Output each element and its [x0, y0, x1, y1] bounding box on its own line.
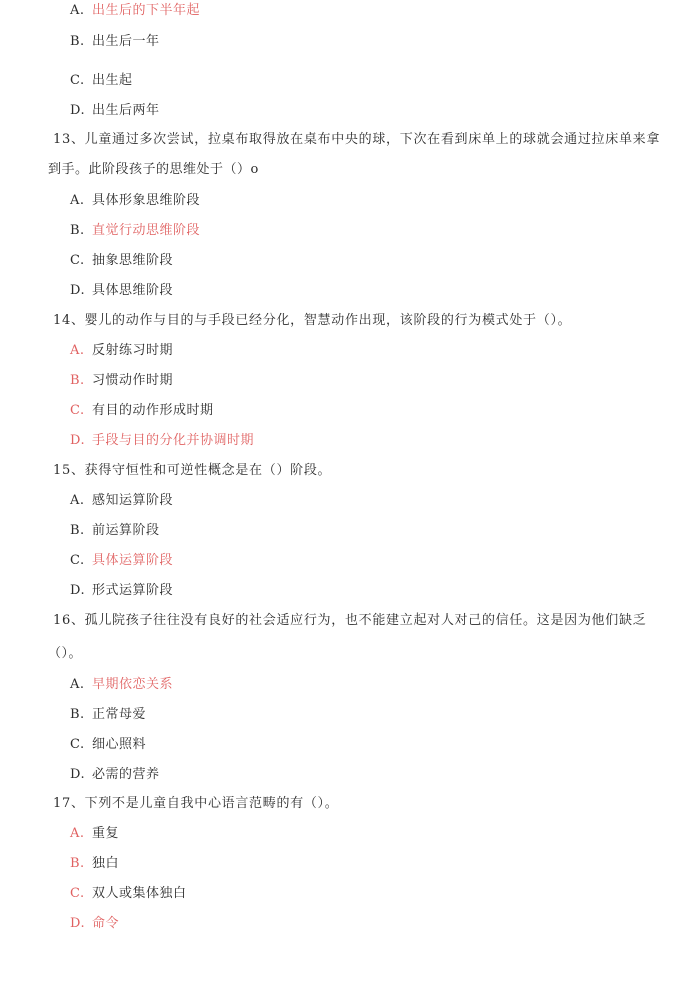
option-letter: B.: [70, 523, 85, 538]
option-letter: D.: [70, 583, 86, 598]
question-text: 13、儿童通过多次尝试，拉桌布取得放在桌布中央的球，下次在看到床单上的球就会通过拉床单来拿: [53, 132, 661, 147]
answer-option: [70, 582, 173, 600]
option-letter: B.: [70, 856, 85, 871]
option-text: 具体运算阶段: [92, 553, 174, 568]
option-letter: B.: [70, 707, 85, 722]
answer-option: [70, 432, 254, 450]
option-text: 具体形象思维阶段: [92, 193, 201, 208]
answer-option: [70, 915, 119, 933]
question-text-continued: 到手。此阶段孩子的思维处于（）o: [48, 162, 259, 177]
answer-option: [70, 192, 200, 210]
option-letter: A.: [70, 677, 85, 692]
question-text: 14、婴儿的动作与目的与手段已经分化，智慧动作出现，该阶段的行为模式处于（）。: [53, 313, 572, 328]
question-text-continued: （）。: [48, 646, 83, 661]
option-text: 双人或集体独白: [92, 886, 187, 901]
option-text: 早期依恋关系: [92, 677, 174, 692]
option-text: 重复: [92, 826, 120, 841]
answer-option: [70, 522, 160, 540]
option-letter: C.: [70, 73, 85, 88]
option-text: 正常母爱: [92, 707, 147, 722]
option-letter: D.: [70, 433, 86, 448]
option-letter: B.: [70, 373, 85, 388]
answer-option: [70, 222, 200, 240]
answer-option: [70, 492, 173, 510]
answer-option: [70, 766, 160, 784]
option-letter: A.: [70, 493, 85, 508]
answer-option: [70, 676, 173, 694]
option-letter: C.: [70, 553, 85, 568]
option-letter: C.: [70, 737, 85, 752]
option-letter: A.: [70, 826, 85, 841]
answer-option: [70, 2, 200, 20]
question-text: 15、获得守恒性和可逆性概念是在（）阶段。: [53, 463, 332, 478]
option-text: 具体思维阶段: [92, 283, 174, 298]
option-letter: B.: [70, 34, 85, 49]
option-text: 手段与目的分化并协调时期: [92, 433, 255, 448]
option-letter: D.: [70, 916, 86, 931]
question-text: 17、下列不是儿童自我中心语言范畴的有（）。: [53, 796, 339, 811]
option-text: 出生后两年: [92, 103, 160, 118]
answer-option: [70, 342, 173, 360]
option-letter: C.: [70, 886, 85, 901]
answer-option: [70, 372, 173, 390]
option-text: 细心照料: [92, 737, 147, 752]
answer-option: [70, 282, 173, 300]
option-letter: C.: [70, 253, 85, 268]
answer-option: [70, 855, 119, 873]
option-text: 反射练习时期: [92, 343, 174, 358]
option-letter: A.: [70, 3, 85, 18]
option-letter: B.: [70, 223, 85, 238]
option-text: 抽象思维阶段: [92, 253, 174, 268]
question-text: 16、孤儿院孩子往往没有良好的社会适应行为，也不能建立起对人对己的信任。这是因为他们缺乏: [53, 613, 647, 628]
option-text: 出生后的下半年起: [92, 3, 201, 18]
option-text: 必需的营养: [92, 767, 160, 782]
answer-option: [70, 552, 173, 570]
option-text: 前运算阶段: [92, 523, 160, 538]
option-letter: A.: [70, 193, 85, 208]
option-letter: D.: [70, 283, 86, 298]
option-text: 习惯动作时期: [92, 373, 174, 388]
option-text: 形式运算阶段: [92, 583, 174, 598]
answer-option: [70, 252, 173, 270]
option-letter: A.: [70, 343, 85, 358]
answer-option: [70, 736, 146, 754]
answer-option: [70, 33, 160, 51]
answer-option: [70, 402, 214, 420]
answer-option: [70, 72, 133, 90]
answer-option: [70, 102, 160, 120]
option-text: 感知运算阶段: [92, 493, 174, 508]
answer-option: [70, 706, 146, 724]
option-text: 出生起: [92, 73, 133, 88]
answer-option: [70, 825, 119, 843]
option-text: 命令: [92, 916, 120, 931]
answer-option: [70, 885, 187, 903]
option-text: 独白: [92, 856, 120, 871]
option-letter: C.: [70, 403, 85, 418]
option-text: 有目的动作形成时期: [92, 403, 214, 418]
option-letter: D.: [70, 767, 86, 782]
option-text: 直觉行动思维阶段: [92, 223, 201, 238]
option-letter: D.: [70, 103, 86, 118]
option-text: 出生后一年: [92, 34, 160, 49]
